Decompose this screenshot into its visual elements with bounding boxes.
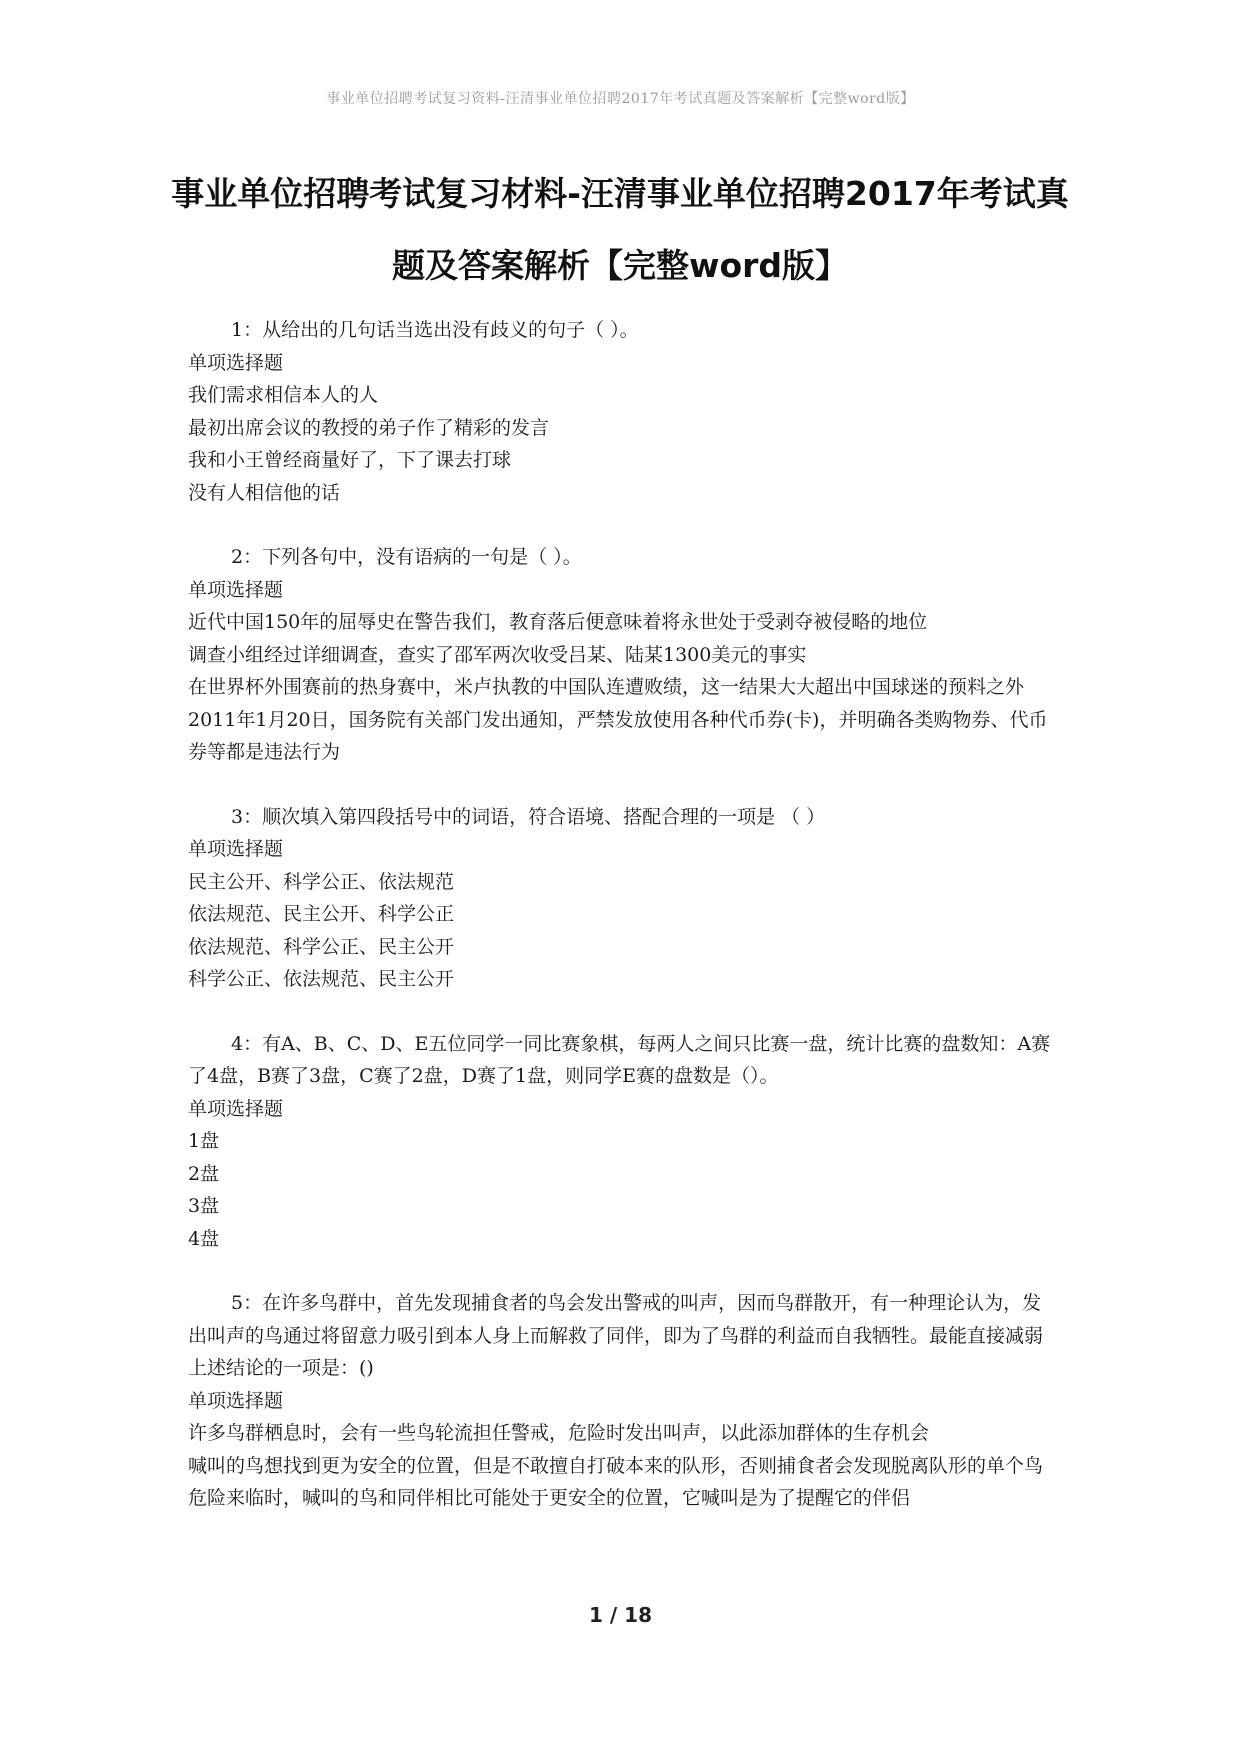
question-type: 单项选择题: [188, 578, 284, 601]
question-stem: 3：顺次填入第四段括号中的词语，符合语境、搭配合理的一项是 （ ）: [231, 805, 826, 828]
question-item: [188, 314, 1054, 509]
answer-option: 喊叫的鸟想找到更为安全的位置，但是不敢擅自打破本来的队形，否则捕食者会发现脱离队形的单个鸟: [188, 1454, 1044, 1477]
answer-option: 近代中国150年的屈辱史在警告我们，教育落后便意味着将永世处于受剥夺被侵略的地位: [188, 611, 928, 633]
answer-option: 我和小王曾经商量好了，下了课去打球: [188, 449, 512, 471]
answer-option: 2盘: [188, 1162, 220, 1185]
question-type: 单项选择题: [188, 838, 284, 860]
answer-option: 科学公正、依法规范、民主公开: [188, 968, 455, 990]
answer-option: 许多鸟群栖息时，会有一些鸟轮流担任警戒，危险时发出叫声，以此添加群体的生存机会: [188, 1422, 930, 1444]
answer-option: 依法规范、民主公开、科学公正: [188, 903, 455, 925]
document-title: 事业单位招聘考试复习材料-汪清事业单位招聘2017年考试真题及答案解析【完整word版】: [171, 174, 1069, 285]
question-list: [188, 314, 1054, 1547]
answer-option: 1盘: [188, 1130, 220, 1152]
answer-option: 调查小组经过详细调查，查实了邵军两次收受吕某、陆某1300美元的事实: [188, 643, 807, 666]
answer-option: 依法规范、科学公正、民主公开: [188, 935, 455, 958]
answer-option: 危险来临时，喊叫的鸟和同伴相比可能处于更安全的位置，它喊叫是为了提醒它的伴侣: [188, 1487, 911, 1509]
question-item: [188, 801, 1054, 996]
question-item: [188, 541, 1054, 769]
question-stem: 2：下列各句中，没有语病的一句是（ ）。: [231, 546, 582, 568]
answer-option: 4盘: [188, 1227, 220, 1250]
question-type: 单项选择题: [188, 351, 284, 374]
question-item: [188, 1028, 1054, 1256]
answer-option: 3盘: [188, 1195, 220, 1217]
answer-option: 在世界杯外围赛前的热身赛中，米卢执教的中国队连遭败绩，这一结果大大超出中国球迷的预料之外: [188, 676, 1025, 698]
running-header: 事业单位招聘考试复习资料-汪清事业单位招聘2017年考试真题及答案解析【完整word版】: [326, 91, 915, 107]
page-number: 1 / 18: [589, 1603, 652, 1627]
answer-option: 没有人相信他的话: [188, 481, 341, 504]
answer-option: 民主公开、科学公正、依法规范: [188, 870, 455, 893]
question-stem: 4：有A、B、C、D、E五位同学一同比赛象棋，每两人之间只比赛一盘，统计比赛的盘数知：A赛了4盘，B赛了3盘，C赛了2盘，D赛了1盘，则同学E赛的盘数是（）。: [188, 1032, 1051, 1087]
answer-option: 最初出席会议的教授的弟子作了精彩的发言: [188, 416, 550, 439]
question-type: 单项选择题: [188, 1097, 284, 1120]
question-item: [188, 1287, 1054, 1515]
question-type: 单项选择题: [188, 1389, 284, 1412]
question-stem: 1：从给出的几句话当选出没有歧义的句子（ ）。: [231, 319, 639, 341]
answer-option: 我们需求相信本人的人: [188, 384, 379, 406]
question-stem: 5：在许多鸟群中，首先发现捕食者的鸟会发出警戒的叫声，因而鸟群散开，有一种理论认为，发出叫声的鸟通过将留意力吸引到本人身上而解救了同伴，即为了鸟群的利益而自我牺牲。最能直接减弱上述结论的一项是：(): [188, 1292, 1044, 1379]
answer-option: 2011年1月20日，国务院有关部门发出通知，严禁发放使用各种代币券(卡)，并明确各类购物券、代币券等都是违法行为: [188, 708, 1048, 763]
